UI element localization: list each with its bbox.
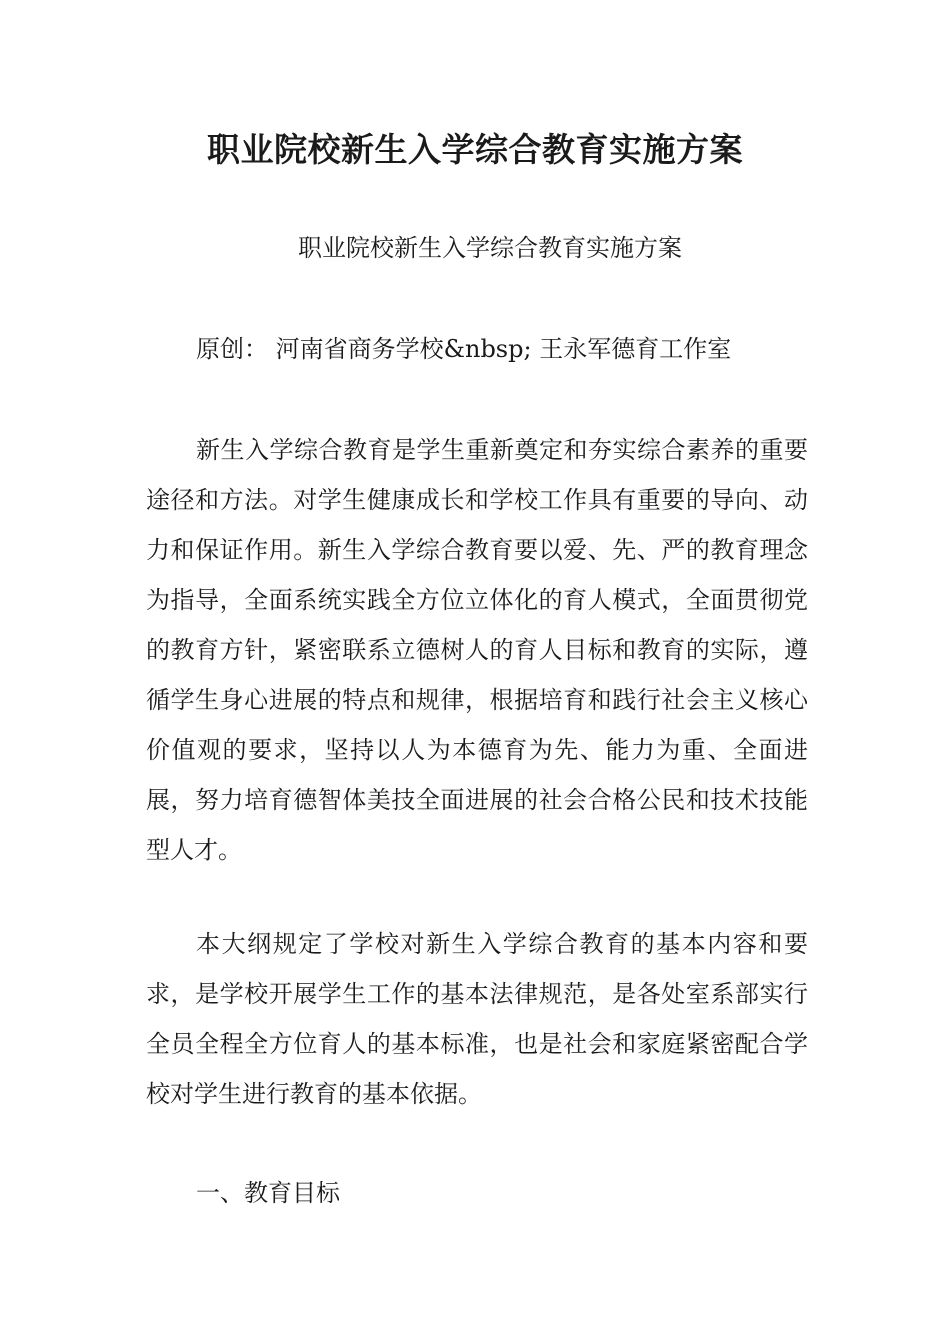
section-heading: 一、教育目标 — [196, 1179, 340, 1207]
document-title: 职业院校新生入学综合教育实施方案 — [207, 130, 743, 169]
body-paragraph: 本大纲规定了学校对新生入学综合教育的基本内容和要求，是学校开展学生工作的基本法律规范，是各处室系部实行全员全程全方位育人的基本标准，也是社会和家庭紧密配合学校对学生进行教育的基本依据。 — [146, 930, 808, 1108]
document-subtitle: 职业院校新生入学综合教育实施方案 — [298, 234, 682, 262]
author-line: 原创： 河南省商务学校&nbsp; 王永军德育工作室 — [196, 335, 732, 363]
body-paragraph: 新生入学综合教育是学生重新奠定和夯实综合素养的重要途径和方法。对学生健康成长和学校工作具有重要的导向、动力和保证作用。新生入学综合教育要以爱、先、严的教育理念为指导，全面系统实践全方位立体化的育人模式，全面贯彻党的教育方针，紧密联系立德树人的育人目标和教育的实际，遵循学生身心进展的特点和规律，根据培育和践行社会主义核心价值观的要求，坚持以人为本德育为先、能力为重、全面进展，努力培育德智体美技全面进展的社会合格公民和技术技能型人才。 — [146, 436, 808, 864]
